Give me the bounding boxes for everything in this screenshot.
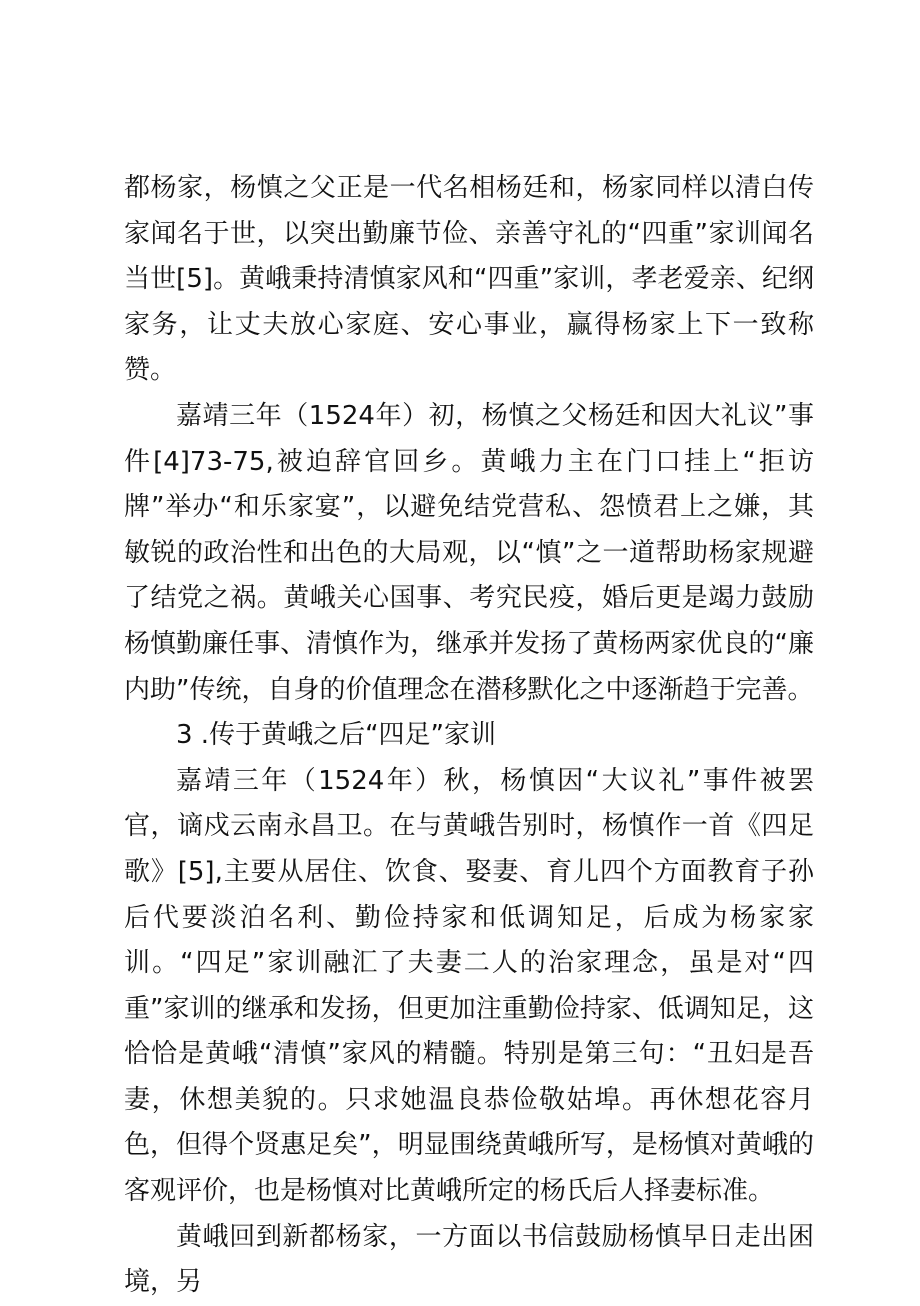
paragraph-sizu-jiaxun: 嘉靖三年（1524年）秋，杨慎因“大议礼”事件被罢官，谪戍云南永昌卫。在与黄峨告别时，杨慎作一首《四足歌》[5],主要从居住、饮食、娶妻、育儿四个方面教育子孙后代要淡泊名利、勤俭持家和低调知足，后成为杨家家训。“四足”家训融汇了夫妻二人的治家理念，虽是对“四重”家训的继承和发扬，但更加注重勤俭持家、低调知足，这恰恰是黄峨“清慎”家风的精髓。特别是第三句：“丑妇是吾妻，休想美貌的。只求她温良恭俭敬姑埠。再休想花容月色，但得个贤惠足矣”，明显围绕黄峨所写，是杨慎对黄峨的客观评价，也是杨慎对比黄峨所定的杨氏后人择妻标准。 [124,765,814,1207]
section-heading: 3 .传于黄峨之后“四足”家训 [176,720,497,751]
body-text [124,166,814,1306]
paragraph-dali-event: 嘉靖三年（1524年）初，杨慎之父杨廷和因大礼议”事件[4]73-75,被迫辞官回乡。黄峨力主在门口挂上“拒访牌”举办“和乐家宴”，以避免结党营私、怨愤君上之嫌，其敏锐的政治性和出色的大局观，以“慎”之一道帮助杨家规避了结党之祸。黄峨关心国事、考究民疫，婚后更是竭力鼓励杨慎勤廉任事、清慎作为，继承并发扬了黄杨两家优良的“廉内助”传统，自身的价值理念在潜移默化之中逐渐趋于完善。 [124,400,814,705]
paragraph-continued: 都杨家，杨慎之父正是一代名相杨廷和，杨家同样以清白传家闻名于世，以突出勤廉节俭、亲善守礼的“四重”家训闻名当世[5]。黄峨秉持清慎家风和“四重”家训，孝老爱亲、纪纲家务，让丈夫放心家庭、安心事业，赢得杨家上下一致称赞。 [124,173,814,386]
paragraph-return-home: 黄峨回到新都杨家，一方面以书信鼓励杨慎早日走出困境，另 [124,1221,814,1298]
